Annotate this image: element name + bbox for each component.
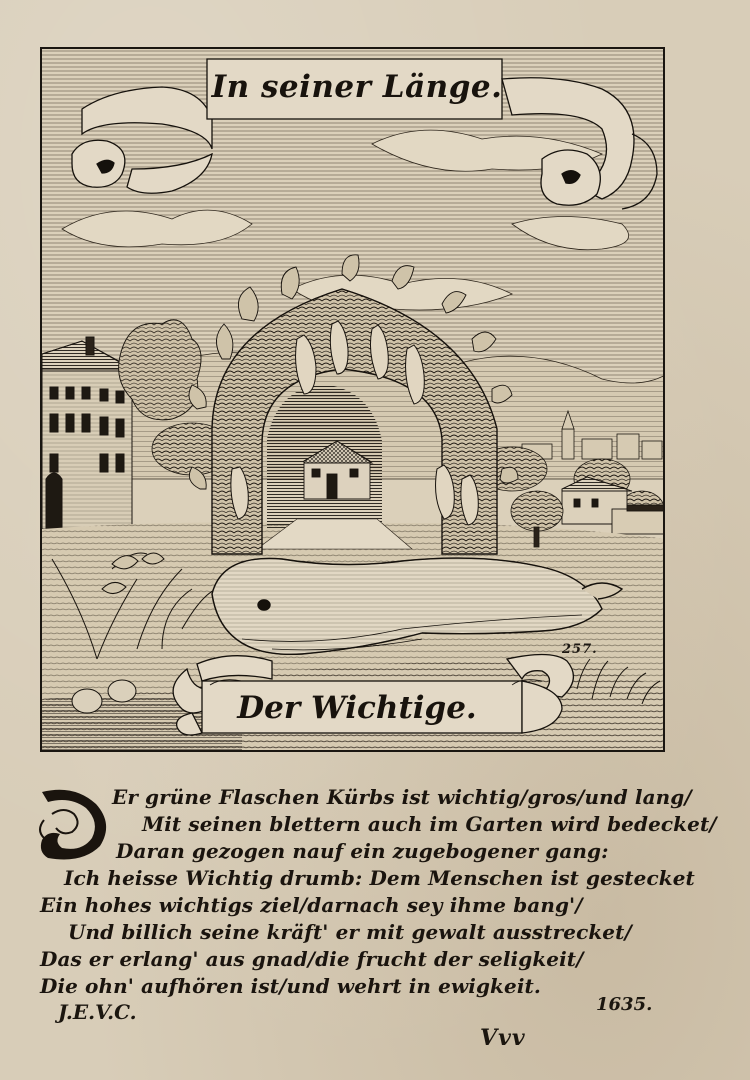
poem-line-3: Daran gezogen nauf ein zugebogener gang: [116, 839, 609, 863]
poem-line-8: Die ohn' aufhören ist/und wehrt in ewigkeit. [40, 974, 541, 998]
emblem-engraving [40, 47, 665, 752]
signature-mark: Vvv [480, 1025, 526, 1051]
poem-line-4: Ich heisse Wichtig drumb: Dem Menschen ist gestecket [64, 866, 695, 890]
poem-line-5: Ein hohes wichtigs ziel/darnach sey ihme bang'/ [40, 893, 583, 917]
page-number: 1635. [596, 994, 653, 1015]
poem-line-1: Er grüne Flaschen Kürbs ist wichtig/gros/und lang/ [112, 785, 692, 809]
author-signature: J.E.V.C. [58, 1000, 137, 1024]
top-banner-title: In seiner Länge. [211, 69, 503, 105]
poem-block [34, 778, 717, 1028]
plate-number: 257. [562, 642, 598, 657]
poem-line-7: Das er erlang' aus gnad/die frucht der seligkeit/ [40, 947, 584, 971]
poem-line-2: Mit seinen blettern auch im Garten wird bedecket/ [142, 812, 717, 836]
bottom-banner-title: Der Wichtige. [237, 690, 477, 726]
poem-line-6: Und billich seine kräft' er mit gewalt ausstrecket/ [68, 920, 632, 944]
